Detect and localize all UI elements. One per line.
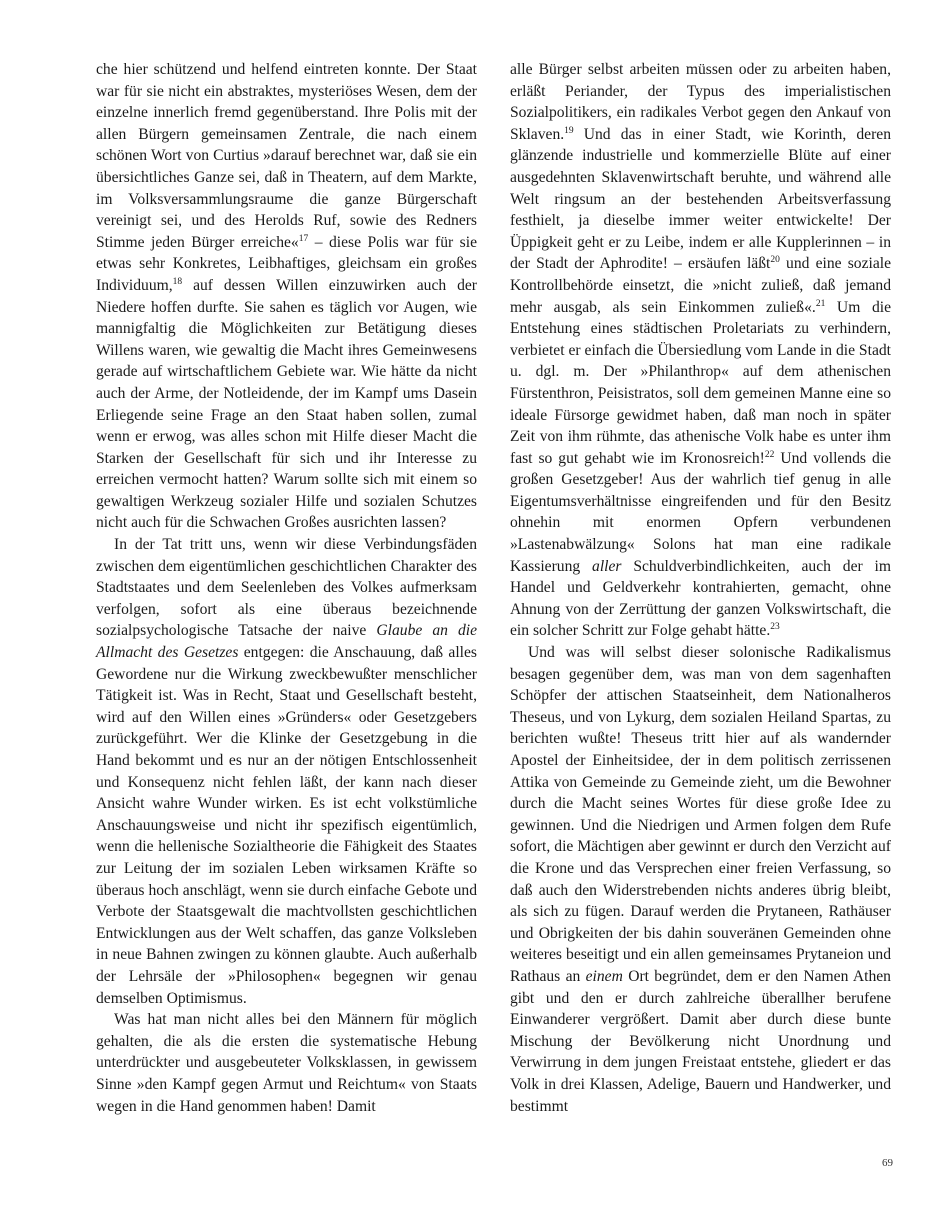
paragraph xyxy=(510,642,891,1117)
text-run: Schuldverbindlichkeiten, auch der im Handel und Geldverkehr kontrahierten, gemacht, ohne Ahnung von der Zerrüttung der ganzen Volkswirtschaft, die ein solcher Schritt zur Folge gehabt hätte. xyxy=(510,557,891,640)
text-run: che hier schützend und helfend eintreten konnte. Der Staat war für sie nicht ein abstraktes, mysteriöses Wesen, dem der einzelne innerlich fremd gegenüberstand. Ihre Polis mit der allen Bürgern gemeinsamen Zentrale, die nach einem schönen Wort von Curtius »darauf berechnet war, daß sie ein übersichtliches Ganze sei, daß in Theatern, auf dem Markte, im Volksversammlungsraume die ganze Bürgerschaft vereinigt sei, und des Herolds Ruf, sowie des Redners Stimme jeden Bürger erreiche« xyxy=(96,61,477,251)
footnote-marker: 23 xyxy=(770,622,780,633)
text-run: Was hat man nicht alles bei den Männern für möglich gehalten, die als die ersten die systematische Hebung unterdrückter und ausgebeuteter Volksklassen, in gewissem Sinne »den Kampf gegen Armut und Reichtum« von Staats wegen in die Hand genommen haben! Damit xyxy=(96,1011,477,1115)
text-run: und eine soziale Kontrollbehörde einsetzt, die »nicht zuließ, daß jemand mehr ausgab, als sein Einkommen zuließ«. xyxy=(510,255,891,316)
emphasis-text: aller xyxy=(592,557,622,575)
text-run: Um die Entstehung eines städtischen Proletariats zu verhindern, verbietet er einfach die Übersiedlung vom Lande in die Stadt u. dgl. m. Der »Philanthrop« auf dem athenischen Fürstenthron, Peisistratos, soll dem gemeinen Manne eine so ideale Fürsorge gewidmet haben, daß man noch in später Zeit von ihm rühmte, das athenische Volk habe es unter ihm fast so gut gehabt wie im Kronosreich! xyxy=(510,298,891,467)
emphasis-text: Glaube an die Allmacht des Gesetzes xyxy=(96,622,477,662)
text-run: Ort begründet, dem er den Namen Athen gibt und den er durch zahlreiche überallher berufene Einwanderer vergrößert. Damit aber durch diese bunte Mischung der Bevölkerung nicht Unordnung und Verwirrung in dem jungen Freistaat entstehe, gliedert er das Volk in drei Klassen, Adelige, Bauern und Handwerker, und bestimmt xyxy=(510,967,891,1115)
paragraph xyxy=(510,59,891,642)
paragraph xyxy=(96,1009,477,1117)
page-number: 69 xyxy=(882,1157,893,1169)
text-run: Und das in einer Stadt, wie Korinth, deren glänzende industrielle und kommerzielle Blüte auf einer ausgedehnten Sklavenwirtschaft beruhte, und während alle Welt ringsum an der bestehenden Arbeitsverfassung festhielt, ja dieselbe immer weiter entwickelte! Der Üppigkeit geht er zu Leibe, indem er alle Kupplerinnen – in der Stadt der Aphrodite! – ersäufen läßt xyxy=(510,125,891,273)
footnote-marker: 21 xyxy=(815,298,826,309)
emphasis-text: einem xyxy=(585,967,623,985)
text-run: auf dessen Willen einzuwirken auch der Niedere hoffen durfte. Sie sahen es täglich vor Augen, wie mannigfaltig die Möglichkeiten zur Betätigung dieses Willens waren, wie gewaltig die Macht ihres Gemeinwesens gerade auf wirtschaftlichem Gebiete war. Wie hätte da nicht auch der Arme, der Notleidende, der im Kampf ums Dasein Erliegende seine Frage an den Staat haben sollen, zumal wenn er erwog, was alles schon mit Hilfe dieser Macht die Starken der Gesellschaft für sich und ihr Interesse zu erreichen vermocht hatten? Warum sollte sich mit einem so gewaltigen Werkzeug sozialer Hilfe und sozialen Schutzes nicht auch für die Schwachen Großes ausrichten lassen? xyxy=(96,276,477,532)
footnote-marker: 19 xyxy=(564,125,574,136)
text-run: Und vollends die großen Gesetzgeber! Aus der wahrlich tief genug in alle Eigentumsverhältnisse eingreifenden und für den Besitz ohnehin mit enormen Opfern verbundenen »Lastenabwälzung« Solons hat man eine radikale Kassierung xyxy=(510,449,891,575)
left-column xyxy=(96,59,477,1117)
footnote-marker: 18 xyxy=(172,276,183,287)
footnote-marker: 20 xyxy=(770,255,780,266)
text-run: entgegen: die Anschauung, daß alles Gewordene nur die Wirkung zweckbewußter menschlicher Tätigkeit ist. Was in Recht, Staat und Gesellschaft besteht, wird auf den Willen eines »Gründers« oder Gesetzgebers zurückgeführt. Wer die Klinke der Gesetzgebung in die Hand bekommt und es nur an der nötigen Entschlossenheit und Konsequenz nicht fehlen läßt, der kann nach dieser Ansicht wahre Wunder wirken. Es ist echt volkstümliche Anschauungsweise und nicht ihr spezifisch eigentümlich, wenn die hellenische Sozialtheorie die Fähigkeit des Staates zur Leitung der im sozialen Leben wirksamen Kräfte so überaus hoch anschlägt, wenn sie durch einfache Gebote und Verbote der Staatsgewalt die machtvollsten geschichtlichen Entwicklungen aus der Welt schaffen, das ganze Volksleben in neue Bahnen zwingen zu können glaubte. Auch außerhalb der Lehrsäle der »Philosophen« begegnen wir genau demselben Optimismus. xyxy=(96,644,477,1007)
text-run: – diese Polis war für sie etwas sehr Konkretes, Leibhaftiges, gleichsam ein großes Individuum, xyxy=(96,233,478,294)
footnote-marker: 22 xyxy=(764,449,775,460)
text-run: In der Tat tritt uns, wenn wir diese Verbindungsfäden zwischen dem eigentümlichen geschichtlichen Charakter des Stadtstaates und dem Seelenleben des Volkes aufmerksam verfolgen, sofort als eine überaus bezeichnende sozialpsychologische Tatsache der naive xyxy=(96,536,477,640)
paragraph xyxy=(96,59,477,534)
footnote-marker: 17 xyxy=(298,233,309,244)
text-run: Und was will selbst dieser solonische Radikalismus besagen gegenüber dem, was man von dem sagenhaften Schöpfer der attischen Staatseinheit, dem Nationalheros Theseus, und von Lykurg, dem sozialen Heiland Spartas, zu berichten wußte! Theseus tritt hier auf als wandernder Apostel der Einheitsidee, der in dem politisch zerrissenen Attika von Gemeinde zu Gemeinde zieht, um die Bewohner durch die Macht seines Wortes für diese große Idee zu gewinnen. Und die Niedrigen und Armen folgen dem Rufe sofort, die Mächtigen aber gewinnt er durch den Verzicht auf die Krone und das Versprechen einer freien Verfassung, so daß auch den Widerstrebenden nichts anderes übrig bleibt, als sich zu fügen. Darauf werden die Prytaneen, Rathäuser und Obrigkeiten der bis dahin souveränen Gemeinden ohne weiteres beseitigt und ein allen gemeinsames Prytaneion und Rathaus an xyxy=(510,644,891,985)
paragraph xyxy=(96,534,477,1009)
text-run: alle Bürger selbst arbeiten müssen oder zu arbeiten haben, erläßt Periander, der Typus des imperialistischen Sozialpolitikers, ein radikales Verbot gegen den Ankauf von Sklaven. xyxy=(510,61,891,143)
right-column xyxy=(510,59,891,1117)
